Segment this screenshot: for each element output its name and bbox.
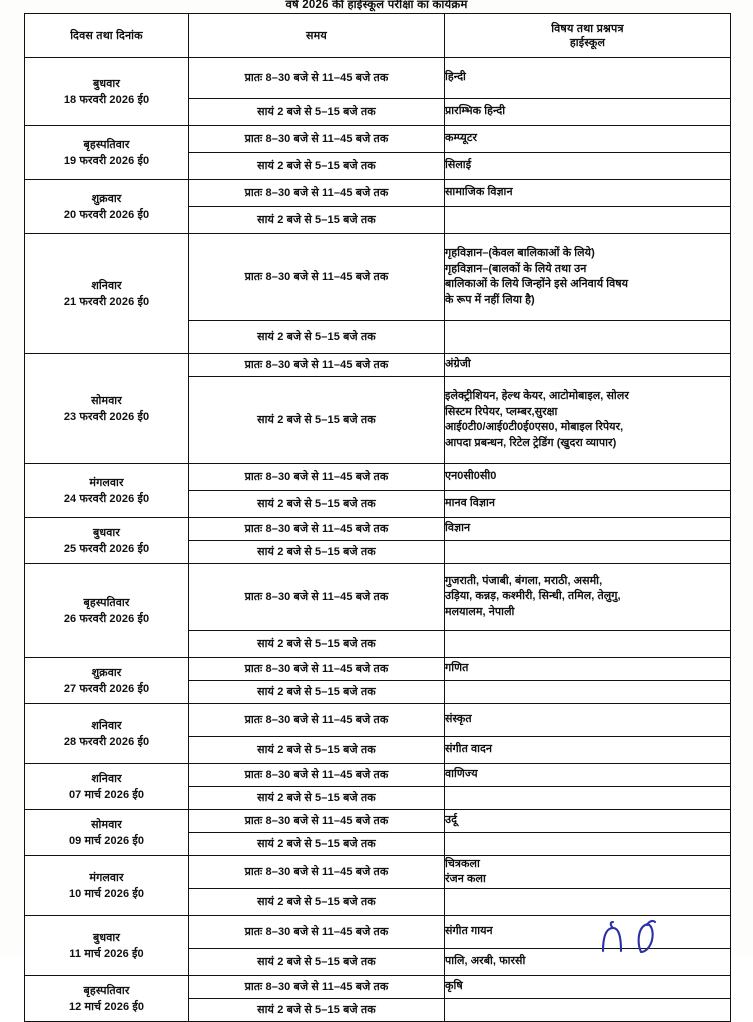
morning-subject-cell (445, 810, 731, 833)
table-row (25, 354, 731, 377)
exam-day-name: बृहस्पतिवार (83, 984, 130, 997)
exam-date-value: 07 मार्च 2026 ई0 (68, 788, 145, 801)
subject-line: चित्रकला (445, 857, 480, 870)
table-row (25, 58, 731, 99)
evening-shift-time: सायं 2 बजे से 5–15 बजे तक (189, 541, 445, 564)
subject-line: सिस्टम रिपेयर, प्लम्बर,सुरक्षा (445, 405, 558, 418)
morning-subject-cell (445, 856, 731, 889)
column-header-subject (445, 14, 731, 58)
page-title: वर्ष 2026 की हाईस्कूल परीक्षा का कार्यक्रम (285, 0, 468, 11)
exam-day-name: सोमवार (91, 394, 122, 407)
evening-subject-cell (445, 631, 731, 658)
table-row (25, 126, 731, 153)
exam-date-value: 21 फरवरी 2026 ई0 (63, 295, 150, 308)
morning-shift-time: प्रातः 8–30 बजे से 11–45 बजे तक (189, 916, 445, 949)
subject-line: एन0सी0सी0 (445, 470, 497, 483)
evening-shift-time: सायं 2 बजे से 5–15 बजे तक (189, 99, 445, 126)
table-row (25, 704, 731, 737)
table-row (25, 180, 731, 207)
morning-subject-cell (445, 464, 731, 491)
morning-shift-time: प्रातः 8–30 बजे से 11–45 बजे तक (189, 58, 445, 99)
exam-day-name: शनिवार (91, 279, 122, 292)
subject-line: मानव विज्ञान (445, 497, 496, 510)
evening-shift-time: सायं 2 बजे से 5–15 बजे तक (189, 491, 445, 518)
exam-date-value: 24 फरवरी 2026 ई0 (63, 492, 150, 505)
evening-shift-time: सायं 2 बजे से 5–15 बजे तक (189, 999, 445, 1022)
evening-subject-cell (445, 681, 731, 704)
subject-line: आपदा प्रबन्धन, रिटेल ट्रेडिंग (खुदरा व्यापार) (445, 436, 617, 449)
morning-shift-time: प्रातः 8–30 बजे से 11–45 बजे तक (189, 764, 445, 787)
subject-line: विज्ञान (445, 522, 471, 535)
subject-line: वाणिज्य (445, 768, 478, 781)
exam-schedule-table (24, 13, 731, 1022)
exam-day-name: शनिवार (91, 772, 122, 785)
table-row (25, 916, 731, 949)
evening-subject-cell (445, 541, 731, 564)
evening-shift-time: सायं 2 बजे से 5–15 बजे तक (189, 321, 445, 354)
morning-subject-cell (445, 180, 731, 207)
subject-line: बालिकाओं के लिये जिन्होंने इसे अनिवार्य विषय (445, 278, 629, 290)
morning-subject-cell (445, 704, 731, 737)
subject-line: सिलाई (445, 159, 472, 172)
exam-date-cell (25, 976, 189, 1022)
exam-day-name: बुधवार (93, 77, 120, 90)
evening-shift-time: सायं 2 बजे से 5–15 बजे तक (189, 631, 445, 658)
exam-date-cell (25, 518, 189, 564)
exam-day-name: शनिवार (91, 719, 122, 732)
subject-line: प्रारम्भिक हिन्दी (445, 105, 506, 118)
morning-subject-cell (445, 234, 731, 321)
morning-subject-cell (445, 916, 731, 949)
subject-line: गणित (445, 662, 469, 675)
table-row (25, 764, 731, 787)
morning-subject-cell (445, 354, 731, 377)
exam-date-cell (25, 764, 189, 810)
morning-shift-time: प्रातः 8–30 बजे से 11–45 बजे तक (189, 518, 445, 541)
exam-date-value: 20 फरवरी 2026 ई0 (63, 208, 150, 221)
evening-subject-cell (445, 99, 731, 126)
exam-day-name: बुधवार (93, 526, 120, 539)
evening-subject-cell (445, 491, 731, 518)
subject-line: आई0टी0/आई0टी0ई0एस0, मोबाइल रिपेयर, (445, 421, 624, 433)
exam-date-cell (25, 234, 189, 354)
column-header-subject-line1: विषय तथा प्रश्नपत्र (551, 22, 624, 35)
column-header-time: समय (189, 14, 445, 58)
evening-subject-cell (445, 833, 731, 856)
exam-date-cell (25, 564, 189, 658)
exam-date-cell (25, 464, 189, 518)
table-header (25, 14, 731, 58)
morning-shift-time: प्रातः 8–30 बजे से 11–45 बजे तक (189, 856, 445, 889)
subject-line: गृहविज्ञान–(केवल बालिकाओं के लिये) (445, 247, 595, 259)
column-header-date: दिवस तथा दिनांक (25, 14, 189, 58)
table-row (25, 856, 731, 889)
table-row (25, 658, 731, 681)
subject-line: कम्प्यूटर (445, 132, 477, 145)
table-row (25, 976, 731, 999)
exam-date-value: 23 फरवरी 2026 ई0 (63, 410, 150, 423)
exam-date-value: 19 फरवरी 2026 ई0 (63, 154, 150, 167)
evening-subject-cell (445, 889, 731, 916)
morning-subject-cell (445, 976, 731, 999)
morning-shift-time: प्रातः 8–30 बजे से 11–45 बजे तक (189, 658, 445, 681)
exam-date-value: 09 मार्च 2026 ई0 (68, 834, 145, 847)
evening-shift-time: सायं 2 बजे से 5–15 बजे तक (189, 889, 445, 916)
morning-subject-cell (445, 764, 731, 787)
subject-line: इलेक्ट्रीशियन, हेल्थ केयर, आटोमोबाइल, सोलर (445, 390, 629, 402)
exam-day-name: मंगलवार (89, 871, 124, 884)
subject-line: गुजराती, पंजाबी, बंगला, मराठी, असमी, (445, 574, 603, 587)
evening-subject-cell (445, 207, 731, 234)
subject-line: उर्दू (445, 814, 457, 827)
evening-shift-time: सायं 2 बजे से 5–15 बजे तक (189, 787, 445, 810)
header-row (25, 14, 731, 58)
exam-date-cell (25, 916, 189, 976)
table-body (25, 58, 731, 1022)
subject-line: हिन्दी (445, 71, 466, 84)
morning-shift-time: प्रातः 8–30 बजे से 11–45 बजे तक (189, 976, 445, 999)
subject-line: अंग्रेजी (445, 358, 471, 371)
morning-shift-time: प्रातः 8–30 बजे से 11–45 बजे तक (189, 564, 445, 631)
exam-date-cell (25, 354, 189, 464)
morning-shift-time: प्रातः 8–30 बजे से 11–45 बजे तक (189, 180, 445, 207)
exam-date-value: 12 मार्च 2026 ई0 (68, 1000, 145, 1013)
evening-subject-cell (445, 737, 731, 764)
exam-date-cell (25, 58, 189, 126)
evening-shift-time: सायं 2 बजे से 5–15 बजे तक (189, 377, 445, 464)
exam-date-cell (25, 126, 189, 180)
morning-subject-cell (445, 58, 731, 99)
exam-date-cell (25, 810, 189, 856)
subject-line: संगीत वादन (445, 743, 493, 756)
exam-date-value: 11 मार्च 2026 ई0 (69, 947, 144, 960)
evening-shift-time: सायं 2 बजे से 5–15 बजे तक (189, 833, 445, 856)
table-row (25, 518, 731, 541)
exam-date-value: 28 फरवरी 2026 ई0 (63, 735, 150, 748)
exam-date-value: 10 मार्च 2026 ई0 (68, 887, 145, 900)
table-row (25, 464, 731, 491)
exam-day-name: शुक्रवार (91, 666, 122, 679)
exam-day-name: बुधवार (93, 931, 120, 944)
schedule-table-container (24, 13, 730, 1022)
exam-day-name: शुक्रवार (91, 192, 122, 205)
subject-line: संस्कृत (445, 713, 472, 726)
morning-shift-time: प्रातः 8–30 बजे से 11–45 बजे तक (189, 126, 445, 153)
evening-subject-cell (445, 949, 731, 976)
exam-date-value: 27 फरवरी 2026 ई0 (63, 682, 150, 695)
subject-line: सामाजिक विज्ञान (445, 186, 513, 199)
evening-subject-cell (445, 377, 731, 464)
morning-subject-cell (445, 126, 731, 153)
evening-shift-time: सायं 2 बजे से 5–15 बजे तक (189, 681, 445, 704)
subject-line: उड़िया, कन्नड़, कश्मीरी, सिन्धी, तमिल, तेलुगु, (445, 590, 621, 603)
evening-subject-cell (445, 153, 731, 180)
exam-date-value: 26 फरवरी 2026 ई0 (63, 612, 150, 625)
exam-date-value: 18 फरवरी 2026 ई0 (63, 93, 150, 106)
subject-line: मलयालम, नेपाली (445, 605, 515, 618)
exam-date-cell (25, 180, 189, 234)
evening-shift-time: सायं 2 बजे से 5–15 बजे तक (189, 737, 445, 764)
morning-subject-cell (445, 518, 731, 541)
morning-shift-time: प्रातः 8–30 बजे से 11–45 बजे तक (189, 704, 445, 737)
exam-date-cell (25, 704, 189, 764)
exam-date-cell (25, 856, 189, 916)
subject-line: रंजन कला (445, 873, 486, 885)
evening-shift-time: सायं 2 बजे से 5–15 बजे तक (189, 949, 445, 976)
evening-subject-cell (445, 321, 731, 354)
morning-shift-time: प्रातः 8–30 बजे से 11–45 बजे तक (189, 464, 445, 491)
evening-subject-cell (445, 787, 731, 810)
evening-shift-time: सायं 2 बजे से 5–15 बजे तक (189, 207, 445, 234)
exam-day-name: बृहस्पतिवार (83, 138, 130, 151)
column-header-subject-line2: हाईस्कूल (569, 36, 606, 49)
subject-line: संगीत गायन (445, 925, 493, 938)
table-row (25, 234, 731, 321)
evening-shift-time: सायं 2 बजे से 5–15 बजे तक (189, 153, 445, 180)
morning-shift-time: प्रातः 8–30 बजे से 11–45 बजे तक (189, 234, 445, 321)
subject-line: के रूप में नहीं लिया है) (445, 293, 535, 306)
morning-subject-cell (445, 658, 731, 681)
table-row (25, 564, 731, 631)
exam-date-cell (25, 658, 189, 704)
subject-line: कृषि (445, 980, 463, 993)
evening-subject-cell (445, 999, 731, 1022)
exam-day-name: मंगलवार (89, 476, 124, 489)
morning-shift-time: प्रातः 8–30 बजे से 11–45 बजे तक (189, 354, 445, 377)
subject-line: पालि, अरबी, फारसी (445, 955, 526, 968)
exam-date-value: 25 फरवरी 2026 ई0 (63, 542, 150, 555)
morning-subject-cell (445, 564, 731, 631)
table-row (25, 810, 731, 833)
subject-line: गृहविज्ञान–(बालकों के लिये तथा उन (445, 262, 587, 275)
exam-day-name: सोमवार (91, 818, 122, 831)
exam-day-name: बृहस्पतिवार (83, 596, 130, 609)
morning-shift-time: प्रातः 8–30 बजे से 11–45 बजे तक (189, 810, 445, 833)
